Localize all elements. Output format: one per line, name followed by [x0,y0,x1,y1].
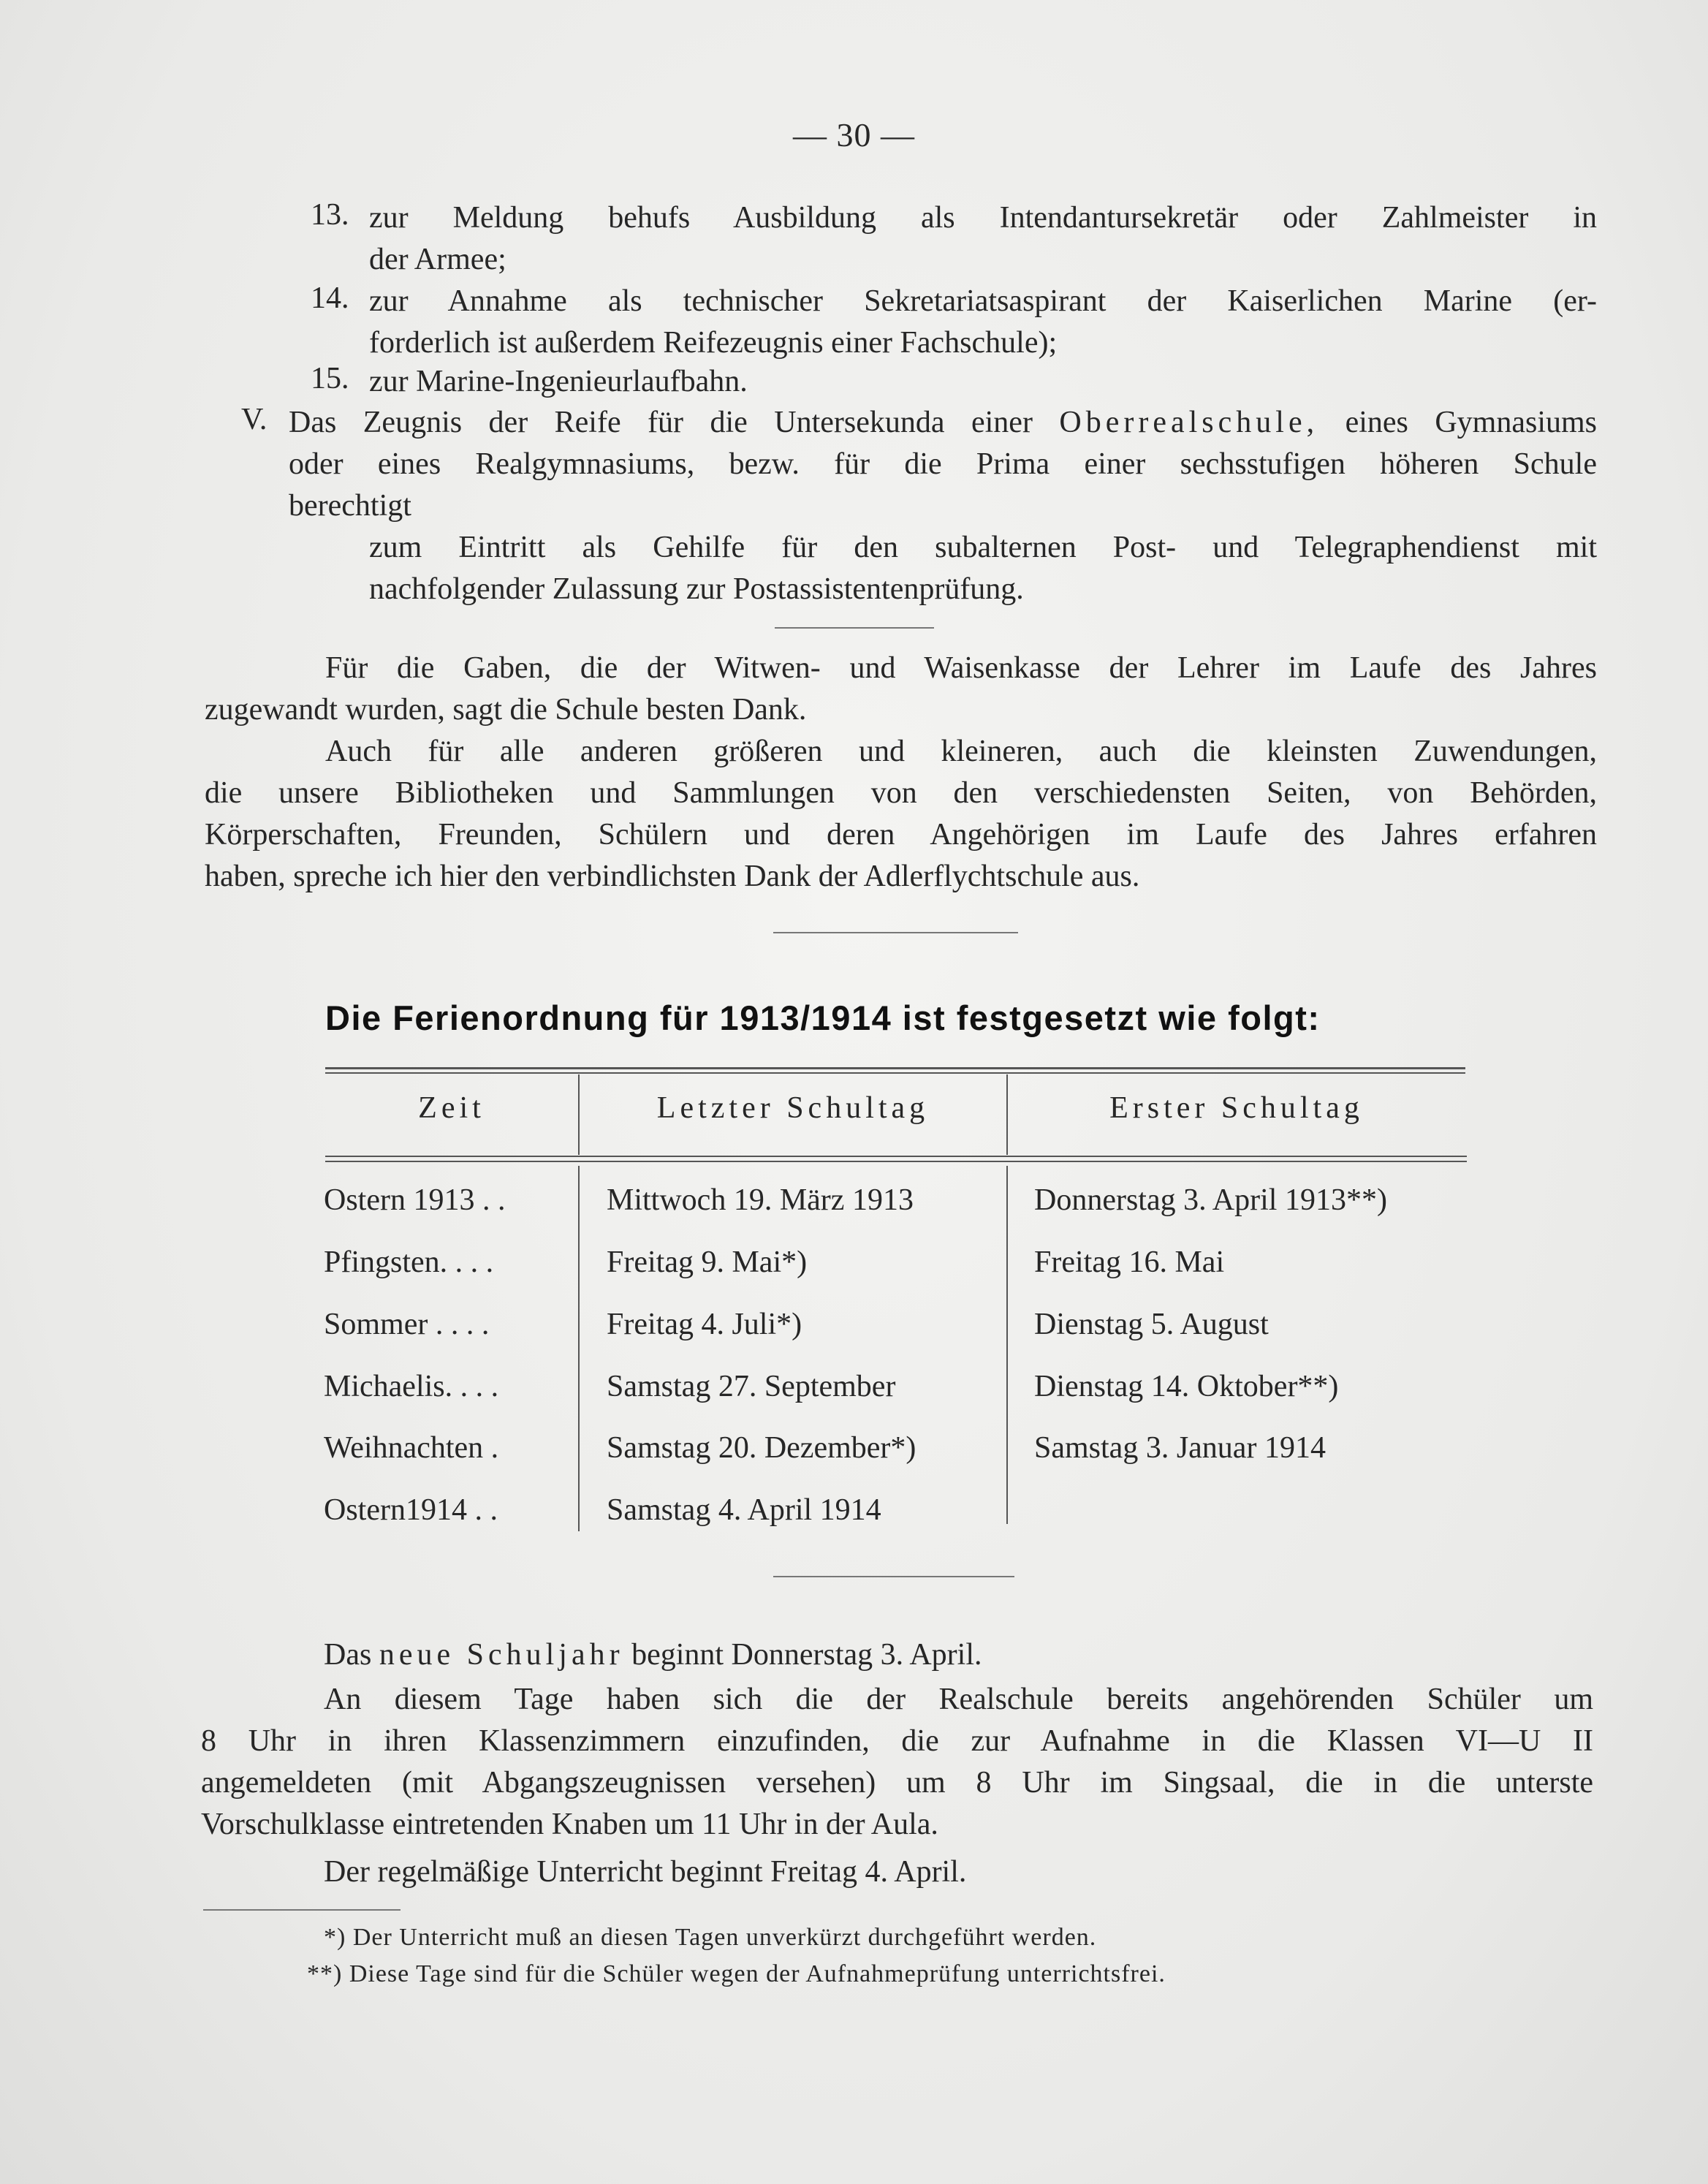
cell-erster: Donnerstag 3. April 1913**) [1034,1183,1387,1217]
cell-zeit: Ostern 1913 . . [324,1183,506,1217]
schuljahr-line1-spaced: neue Schuljahr [379,1638,624,1672]
section-v-line1-pre: Das Zeugnis der Reife für die Untersekunda einer [289,406,1033,439]
separator-rule [773,932,1018,933]
table-top-rule [325,1067,1465,1069]
schuljahr-line3: 8 Uhr in ihren Klassenzimmern einzufinden, die zur Aufnahme in die Klassen VI—U II [201,1724,1593,1758]
cell-letzter: Freitag 4. Juli*) [607,1308,802,1341]
cell-erster: Dienstag 5. August [1034,1308,1269,1341]
cell-zeit: Sommer . . . . [324,1308,490,1341]
cell-letzter: Mittwoch 19. März 1913 [607,1183,914,1217]
page-number: — 30 — [793,116,915,153]
cell-letzter: Samstag 27. September [607,1370,896,1403]
cell-erster: Samstag 3. Januar 1914 [1034,1431,1326,1465]
table-column-divider [1006,1166,1008,1524]
footnote-2: **) Diese Tage sind für die Schüler wegen der Aufnahmeprüfung unterrichtsfrei. [307,1960,1166,1987]
section-marker: V. [241,403,267,436]
table-header-rule-thin [325,1161,1467,1162]
cell-zeit: Ostern1914 . . [324,1493,498,1527]
thanks-p1-line2: zugewandt wurden, sagt die Schule besten Dank. [205,693,807,727]
schuljahr-line5: Vorschulklasse eintretenden Knaben um 11 Uhr in der Aula. [201,1808,938,1841]
table-header-zeit: Zeit [418,1091,485,1125]
table-header-letzter-schultag: Letzter Schultag [656,1091,930,1125]
list-item-14-line1: zur Annahme als technischer Sekretariatsaspirant der Kaiserlichen Marine (er- [369,284,1597,318]
footnote-1: *) Der Unterricht muß an diesen Tagen unverkürzt durchgeführt werden. [324,1924,1097,1951]
schuljahr-line1-pre: Das [324,1638,372,1672]
footnote-rule [203,1909,401,1911]
separator-rule [775,627,934,629]
cell-letzter: Samstag 4. April 1914 [607,1493,881,1527]
list-item-15-line1: zur Marine-Ingenieurlaufbahn. [369,365,748,398]
thanks-p1-line1: Für die Gaben, die der Witwen- und Waisenkasse der Lehrer im Laufe des Jahres [325,651,1597,685]
list-item-13-line2: der Armee; [369,243,506,276]
cell-letzter: Samstag 20. Dezember*) [607,1431,916,1465]
thanks-p2-line4: haben, spreche ich hier den verbindlichsten Dank der Adlerflychtschule aus. [205,860,1140,893]
ferien-heading: Die Ferienordnung für 1913/1914 ist festgesetzt wie folgt: [325,998,1321,1037]
section-v-line1-spaced: Oberrealschule, [1059,406,1319,439]
list-item-number: 13. [311,198,349,232]
thanks-p2-line2: die unsere Bibliotheken und Sammlungen von den verschiedensten Seiten, von Behörden, [205,776,1597,810]
cell-erster: Dienstag 14. Oktober**) [1034,1370,1339,1403]
list-item-13-line1: zur Meldung behufs Ausbildung als Intendantursekretär oder Zahlmeister in [369,201,1597,235]
table-top-rule-thin [325,1072,1465,1074]
schuljahr-line4: angemeldeten (mit Abgangszeugnissen versehen) um 8 Uhr im Singsaal, die in die unterste [201,1766,1593,1800]
cell-letzter: Freitag 9. Mai*) [607,1245,808,1279]
schuljahr-line2: An diesem Tage haben sich die der Realschule bereits angehörenden Schüler um [324,1683,1593,1716]
thanks-p2-line3: Körperschaften, Freunden, Schülern und deren Angehörigen im Laufe des Jahres erfahren [205,818,1597,852]
section-v-line1 [289,402,1597,444]
schuljahr-line1-post: beginnt Donnerstag 3. April. [631,1638,982,1672]
list-item-number: 15. [311,362,349,395]
section-v-sub-line2: nachfolgender Zulassung zur Postassistentenprüfung. [369,572,1024,606]
list-item-number: 14. [311,281,349,315]
section-v-sub-line1: zum Eintritt als Gehilfe für den subalternen Post- und Telegraphendienst mit [369,531,1597,564]
section-v-line3: berechtigt [289,489,411,523]
thanks-p2-line1: Auch für alle anderen größeren und kleineren, auch die kleinsten Zuwendungen, [325,735,1597,768]
cell-erster: Freitag 16. Mai [1034,1245,1225,1279]
schuljahr-line1 [324,1634,982,1676]
cell-zeit: Pfingsten. . . . [324,1245,494,1279]
cell-zeit: Michaelis. . . . [324,1370,499,1403]
list-item-14-line2: forderlich ist außerdem Reifezeugnis einer Fachschule); [369,326,1058,360]
table-header-rule [325,1156,1467,1157]
schuljahr-line6: Der regelmäßige Unterricht beginnt Freitag 4. April. [324,1855,967,1889]
section-v-line1-post: eines Gymnasiums [1345,406,1598,439]
separator-rule [773,1576,1014,1577]
section-v-line2: oder eines Realgymnasiums, bezw. für die Prima einer sechsstufigen höheren Schule [289,447,1597,481]
cell-zeit: Weihnachten . [324,1431,499,1465]
table-column-divider [578,1166,580,1531]
table-header-erster-schultag: Erster Schultag [1109,1091,1364,1125]
